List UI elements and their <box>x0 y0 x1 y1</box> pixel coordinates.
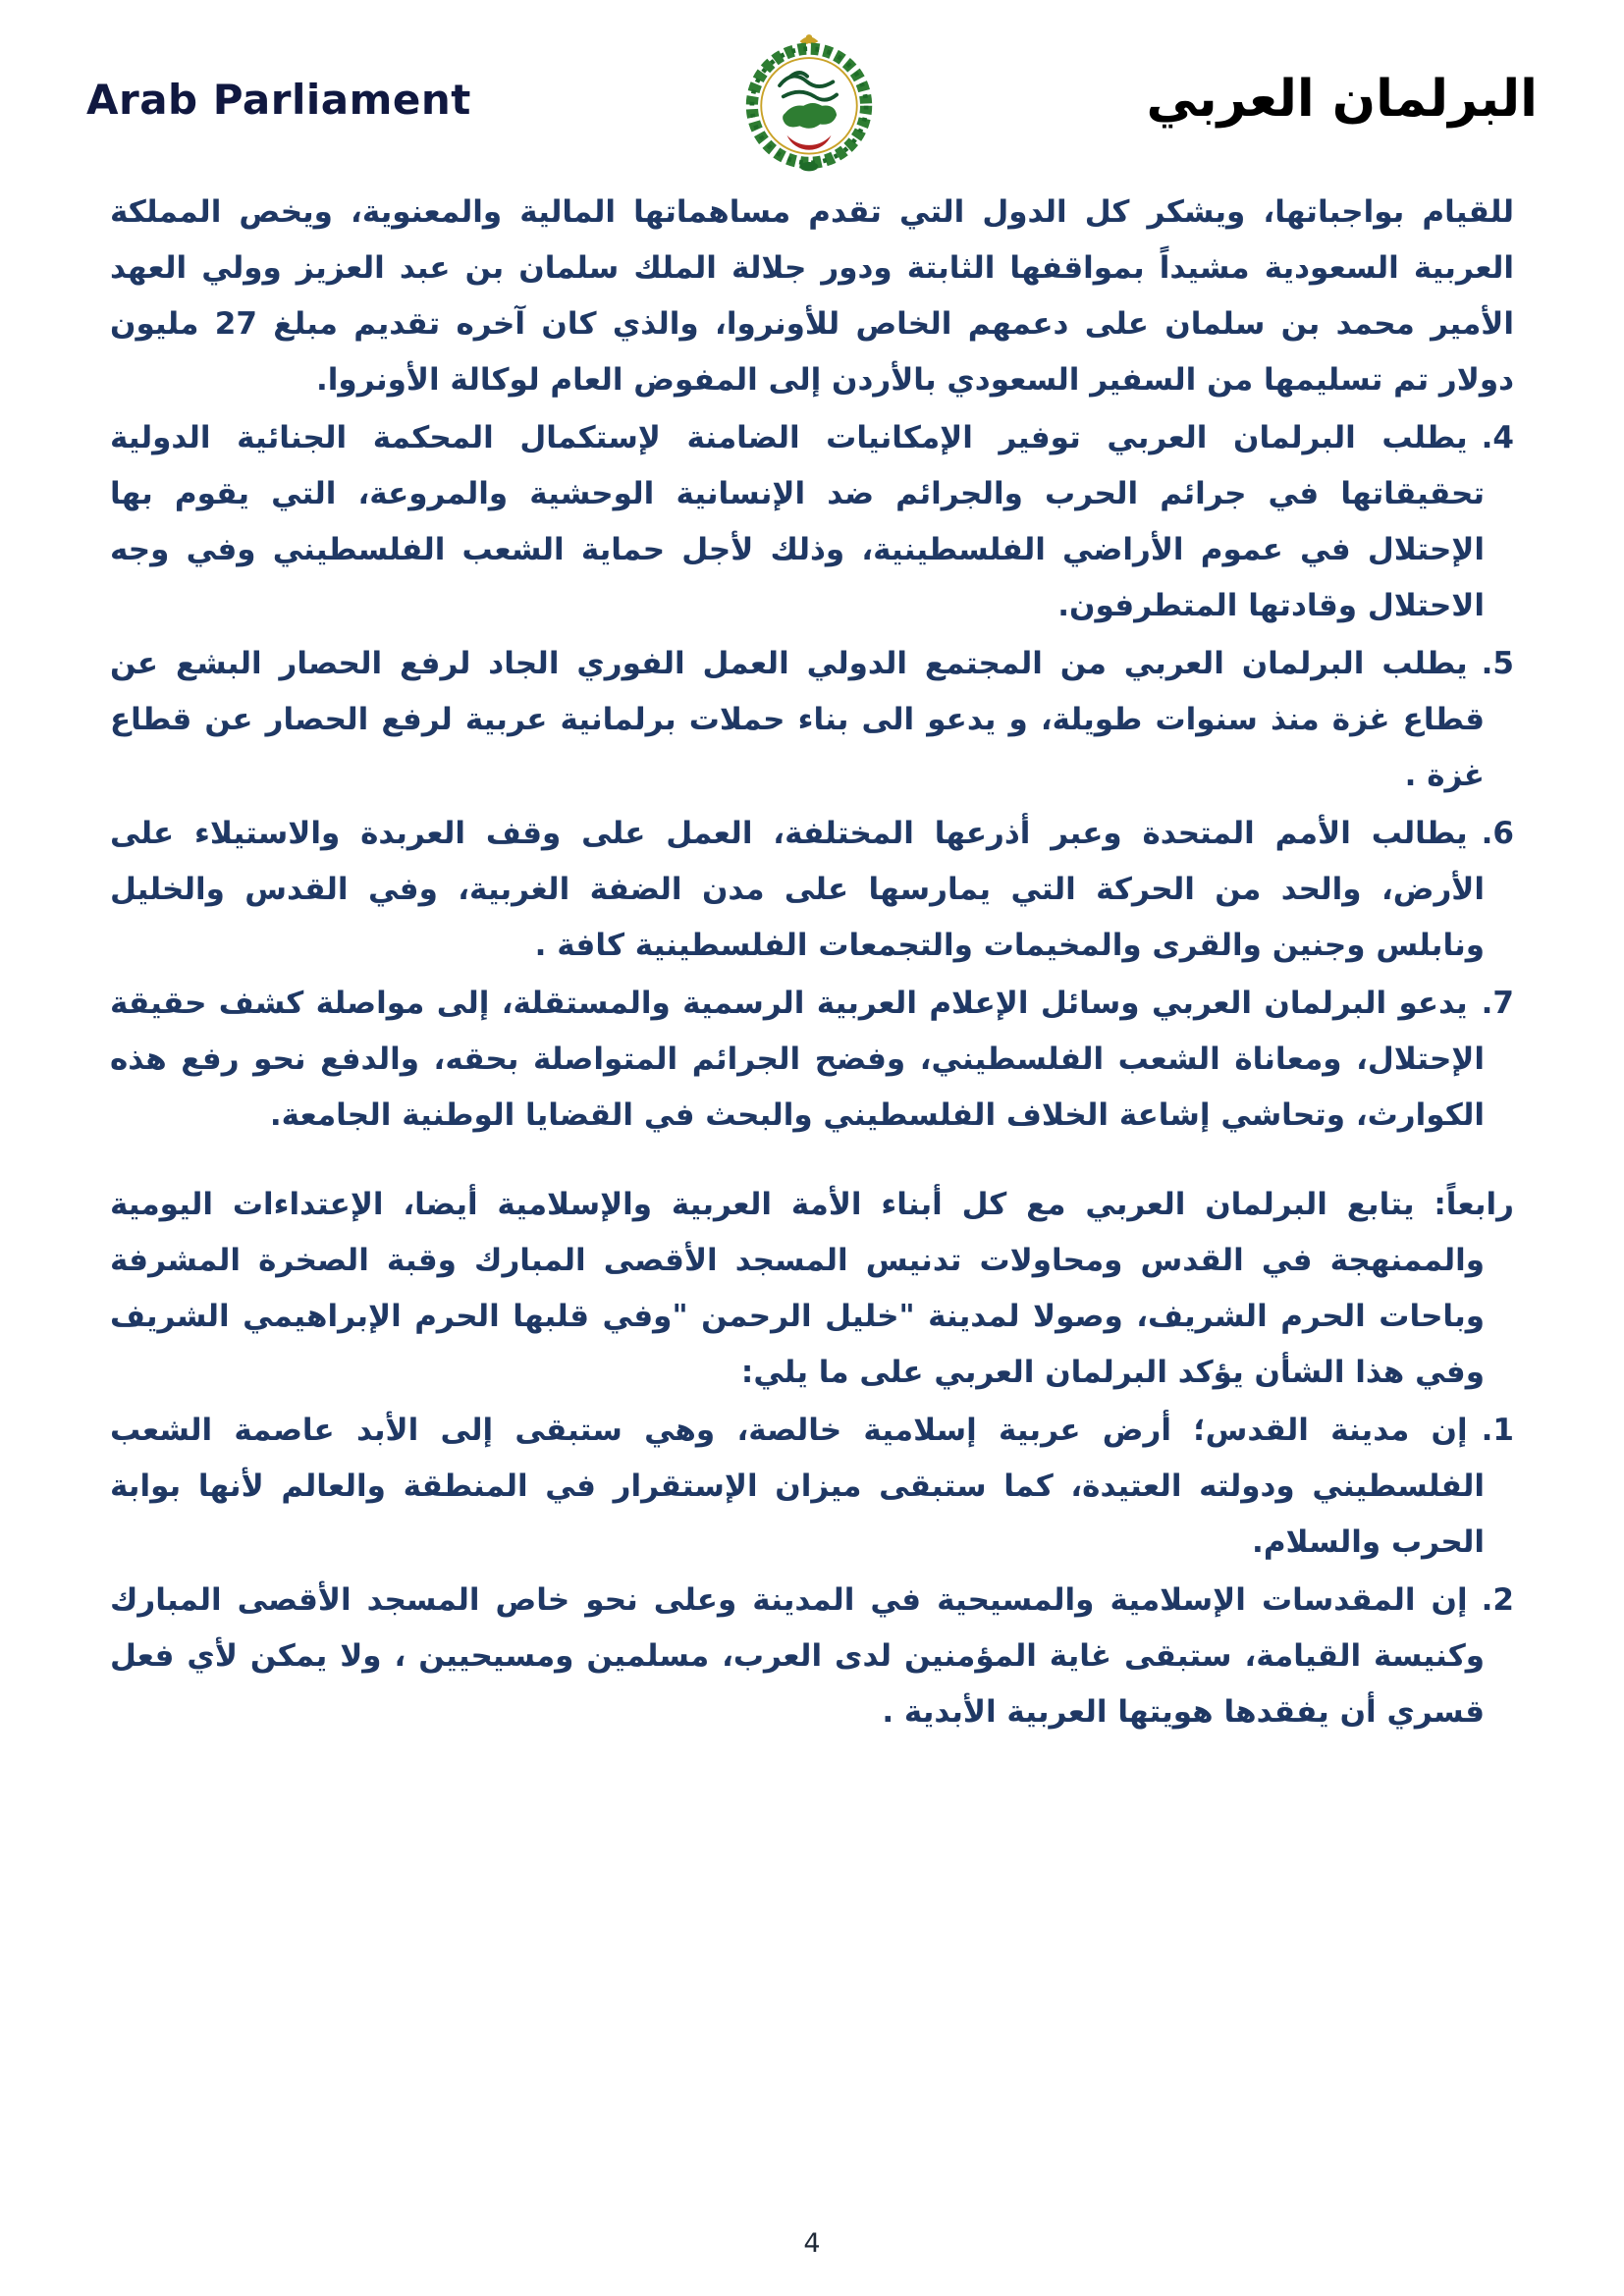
item-text: إن المقدسات الإسلامية والمسيحية في المدينة وعلى نحو خاص المسجد الأقصى المبارك وكنيسة القيامة، ستبقى غاية المؤمنين لدى العرب، مسلمين ومسيحيين ، ولا يمكن لأي فعل قسري أن يفقدها هويتها العربية الأبدية . <box>110 1582 1485 1730</box>
section-lead: رابعاً: <box>1434 1187 1514 1222</box>
item-number: 1. <box>1481 1413 1514 1448</box>
item-text: يطلب البرلمان العربي من المجتمع الدولي العمل الفوري الجاد لرفع الحصار البشع عن قطاع غزة منذ سنوات طويلة، و يدعو الى بناء حملات برلمانية عربية لرفع الحصار عن قطاع غزة . <box>110 646 1485 793</box>
list-item-6 <box>110 806 1514 974</box>
section-fourth-paragraph <box>110 1177 1514 1401</box>
intro-paragraph: للقيام بواجباتها، ويشكر كل الدول التي تقدم مساهماتها المالية والمعنوية، ويخص المملكة العربية السعودية مشيداً بمواقفها الثابتة ودور جلالة الملك سلمان بن عبد العزيز وولي العهد الأمير محمد بن سلمان على دعمهم الخاص للأونروا، والذي كان آخره تقديم مبلغ 27 مليون دولار تم تسليمها من السفير السعودي بالأردن إلى المفوض العام لوكالة الأونروا. <box>110 194 1514 398</box>
item-number: 4. <box>1481 420 1514 455</box>
item-text: يطالب الأمم المتحدة وعبر أذرعها المختلفة، العمل على وقف العربدة والاستيلاء على الأرض، والحد من الحركة التي يمارسها على مدن الضفة الغربية، وفي القدس والخليل ونابلس وجنين والقرى والمخيمات والتجمعات الفلسطينية كافة . <box>110 816 1485 963</box>
list-item-7 <box>110 976 1514 1144</box>
section-text: يتابع البرلمان العربي مع كل أبناء الأمة العربية والإسلامية أيضا، الإعتداءات اليومية والممنهجة في القدس ومحاولات تدنيس المسجد الأقصى المبارك وقبة الصخرة المشرفة وباحات الحرم الشريف، وصولا لمدينة "خليل الرحمن "وفي قلبها الحرم الإبراهيمي الشريف وفي هذا الشأن يؤكد البرلمان العربي على ما يلي: <box>110 1187 1485 1390</box>
page-header <box>0 0 1624 157</box>
item-number: 7. <box>1481 986 1514 1021</box>
logo-gold-ornament-icon <box>799 34 818 44</box>
item-text: يدعو البرلمان العربي وسائل الإعلام العربية الرسمية والمستقلة، إلى مواصلة كشف حقيقة الإحتلال، ومعاناة الشعب الفلسطيني، وفضح الجرائم المتواصلة بحقه، والدفع نحو رفع هذه الكوارث، وتحاشي إشاعة الخلاف الفلسطيني والبحث في القضايا الوطنية الجامعة. <box>110 986 1485 1133</box>
item-text: يطلب البرلمان العربي توفير الإمكانيات الضامنة لإستكمال المحكمة الجنائية الدولية تحقيقاتها في جرائم الحرب والجرائم ضد الإنسانية الوحشية والمروعة، التي يقوم بها الإحتلال في عموم الأراضي الفلسطينية، وذلك لأجل حماية الشعب الفلسطيني وفي وجه الاحتلال وقادتها المتطرفون. <box>110 420 1485 623</box>
header-title-arabic: البرلمان العربي <box>1146 70 1538 129</box>
item-number: 5. <box>1481 646 1514 681</box>
document-body <box>0 157 1624 1740</box>
page-number: 4 <box>803 2228 821 2259</box>
sub-list-item-2 <box>110 1573 1514 1740</box>
arab-parliament-logo <box>735 28 883 176</box>
list-item-5 <box>110 636 1514 804</box>
item-number: 6. <box>1481 816 1514 851</box>
list-item-4 <box>110 410 1514 634</box>
item-number: 2. <box>1481 1582 1514 1618</box>
header-title-english: Arab Parliament <box>86 75 471 124</box>
item-text: إن مدينة القدس؛ أرض عربية إسلامية خالصة، وهي ستبقى إلى الأبد عاصمة الشعب الفلسطيني ودولته العتيدة، كما ستبقى ميزان الإستقرار في المنطقة والعالم لأنها بوابة الحرب والسلام. <box>110 1413 1485 1560</box>
arab-parliament-logo-icon <box>735 28 883 176</box>
sub-list-item-1 <box>110 1403 1514 1571</box>
